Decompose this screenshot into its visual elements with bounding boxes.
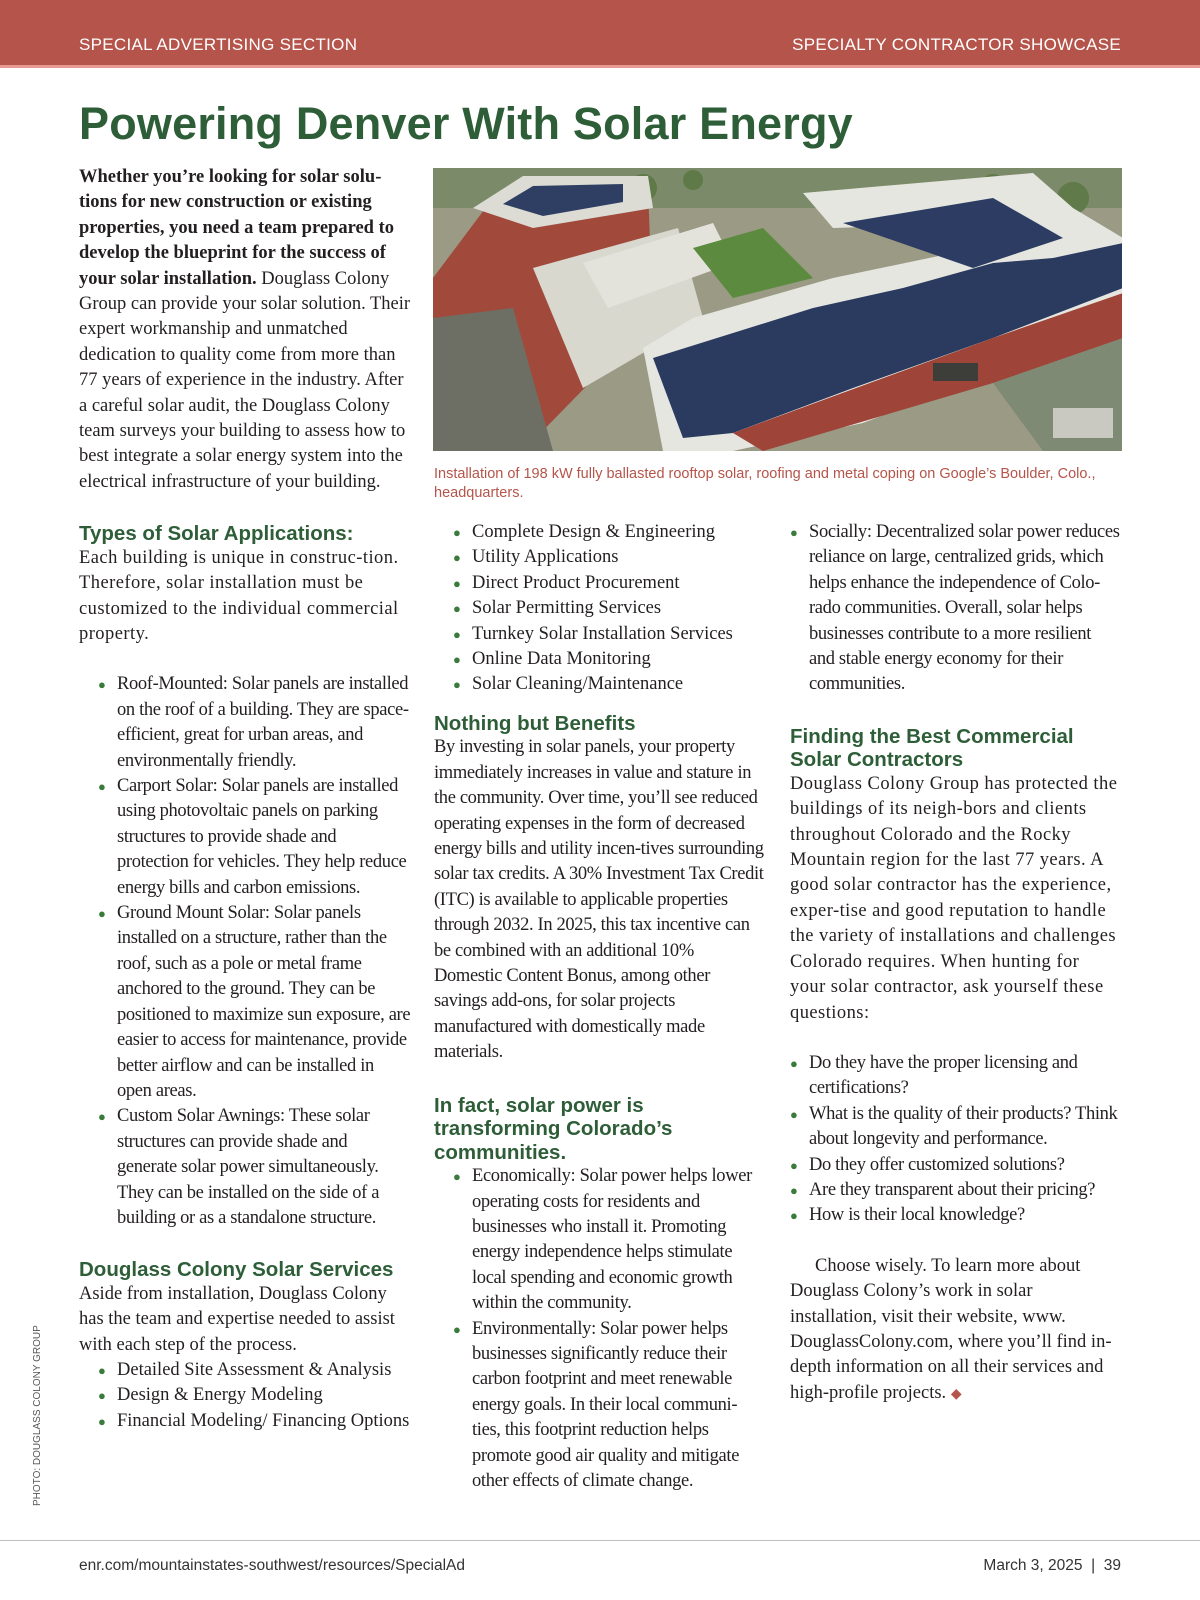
aerial-building-illustration	[433, 168, 1122, 451]
closing-paragraph	[790, 1254, 1120, 1407]
list-item: ● Carport Solar: Solar panels are installed using photovoltaic panels on parking structures to provide shade and protection for vehicles. They help reduce energy bills and carbon emissions.	[98, 774, 411, 901]
list-item: ● Financial Modeling/ Financing Options	[98, 1409, 411, 1434]
rooftop-solar-photo	[433, 168, 1122, 451]
intro-bold: Whether you’re looking for solar solu-tions for new construction or existing properties, you need a team prepared to develop the blueprint for the success of your solar installation.	[79, 167, 394, 289]
column-2	[434, 520, 764, 1494]
list-item: ● Roof-Mounted: Solar panels are installed on the roof of a building. They are space-efficient, great for urban areas, and environmentally friendly.	[98, 672, 411, 774]
list-item: ● Are they transparent about their pricing?	[790, 1178, 1120, 1203]
benefits-body: By investing in solar panels, your property immediately increases in value and stature in the community. Over time, you’ll see reduced operating expenses in the form of decreased energy bills and utility incen-tives surrounding solar tax credits. A 30% Investment Tax Credit (ITC) is available to applicable properties through 2032. In 2025, this tax incentive can be combined with an additional 10% Domestic Content Bonus, among other savings add-ons, for solar projects manufactured with domestically made materials.	[434, 737, 764, 1063]
services-list-b	[434, 520, 764, 698]
photo-caption: Installation of 198 kW fully ballasted rooftop solar, roofing and metal coping on Google’s Boulder, Colo., headquarters.	[434, 466, 1096, 501]
end-mark-icon: ◆	[950, 1386, 962, 1402]
services-list-a	[79, 1358, 411, 1434]
list-item: ● Solar Cleaning/Maintenance	[453, 672, 764, 697]
showcase-label: SPECIALTY CONTRACTOR SHOWCASE	[792, 35, 1121, 54]
footer-date-page: March 3, 2025 | 39	[983, 1557, 1121, 1574]
list-item: ● Custom Solar Awnings: These solar structures can provide shade and generate solar power simultaneously. They can be installed on the side of a building or as a standalone structure.	[98, 1104, 411, 1231]
transforming-list-cont	[790, 520, 1120, 698]
list-item: ● Complete Design & Engineering	[453, 520, 764, 545]
list-item: ● Solar Permitting Services	[453, 596, 764, 621]
intro-paragraph	[79, 165, 411, 495]
transforming-list	[434, 1164, 764, 1494]
section-label: SPECIAL ADVERTISING SECTION	[79, 35, 358, 54]
list-item: ● Utility Applications	[453, 545, 764, 570]
footer-url: enr.com/mountainstates-southwest/resources/SpecialAd	[79, 1557, 465, 1574]
services-body: Aside from installation, Douglass Colony has the team and expertise needed to assist with each step of the process.	[79, 1283, 395, 1355]
photo-credit: PHOTO: DOUGLASS COLONY GROUP	[32, 1325, 43, 1506]
list-item: ● Direct Product Procurement	[453, 571, 764, 596]
closing-text: Choose wisely. To learn more about Douglass Colony’s work in solar installation, visit their website, www. DouglassColony.com, where you’ll find in-depth information on all their services and high-profile projects.	[790, 1255, 1112, 1403]
list-item: ● Turnkey Solar Installation Services	[453, 622, 764, 647]
footer-divider	[0, 1540, 1200, 1541]
column-3	[790, 520, 1120, 1407]
article-title: Powering Denver With Solar Energy	[79, 98, 853, 149]
types-heading: Types of Solar Applications:	[79, 522, 354, 546]
list-item: ● What is the quality of their products? Think about longevity and performance.	[790, 1102, 1120, 1153]
header-band	[0, 0, 1200, 68]
finding-heading: Finding the Best Commercial Solar Contractors	[790, 724, 1074, 772]
types-list	[79, 672, 411, 1231]
list-item: ● Socially: Decentralized solar power reduces reliance on large, centralized grids, which helps enhance the independence of Colo-rado communities. Overall, solar helps businesses contribute to a more resilient and stable energy economy for their communities.	[790, 520, 1120, 698]
list-item: ● Design & Energy Modeling	[98, 1383, 411, 1408]
list-item: ● Do they have the proper licensing and certifications?	[790, 1051, 1120, 1102]
transforming-heading: In fact, solar power is transforming Colorado’s communities.	[434, 1093, 673, 1164]
list-item: ● Ground Mount Solar: Solar panels installed on a structure, rather than the roof, such as a pole or metal frame anchored to the ground. They can be positioned to maximize sun exposure, are easier to access for maintenance, provide better airflow and can be installed in open areas.	[98, 901, 411, 1104]
finding-body: Douglass Colony Group has protected the buildings of its neigh-bors and clients throughout Colorado and the Rocky Mountain region for the last 77 years. A good solar contractor has the experience, exper-tise and good reputation to handle the variety of installations and challenges Colorado requires. When hunting for your solar contractor, ask yourself these questions:	[790, 773, 1118, 1023]
types-body: Each building is unique in construc-tion. Therefore, solar installation must be customized to the individual commercial property.	[79, 547, 399, 644]
list-item: ● Online Data Monitoring	[453, 647, 764, 672]
intro-rest: Douglass Colony Group can provide your solar solution. Their expert workmanship and unmatched dedication to quality come from more than 77 years of experience in the industry. After a careful solar audit, the Douglass Colony team surveys your building to assess how to best integrate a solar energy system into the electrical infrastructure of your building.	[79, 268, 411, 492]
questions-list	[790, 1051, 1120, 1229]
list-item: ● Detailed Site Assessment & Analysis	[98, 1358, 411, 1383]
benefits-heading: Nothing but Benefits	[434, 711, 636, 735]
list-item: ● Economically: Solar power helps lower operating costs for residents and businesses who install it. Promoting energy independence helps stimulate local spending and economic growth within the community.	[453, 1164, 764, 1316]
list-item: ● Environmentally: Solar power helps businesses significantly reduce their carbon footprint and meet renewable energy goals. In their local communi-ties, this footprint reduction helps promote good air quality and mitigate other effects of climate change.	[453, 1317, 764, 1495]
list-item: ● Do they offer customized solutions?	[790, 1153, 1120, 1178]
column-1	[79, 165, 411, 1434]
list-item: ● How is their local knowledge?	[790, 1203, 1120, 1228]
services-heading: Douglass Colony Solar Services	[79, 1258, 394, 1282]
